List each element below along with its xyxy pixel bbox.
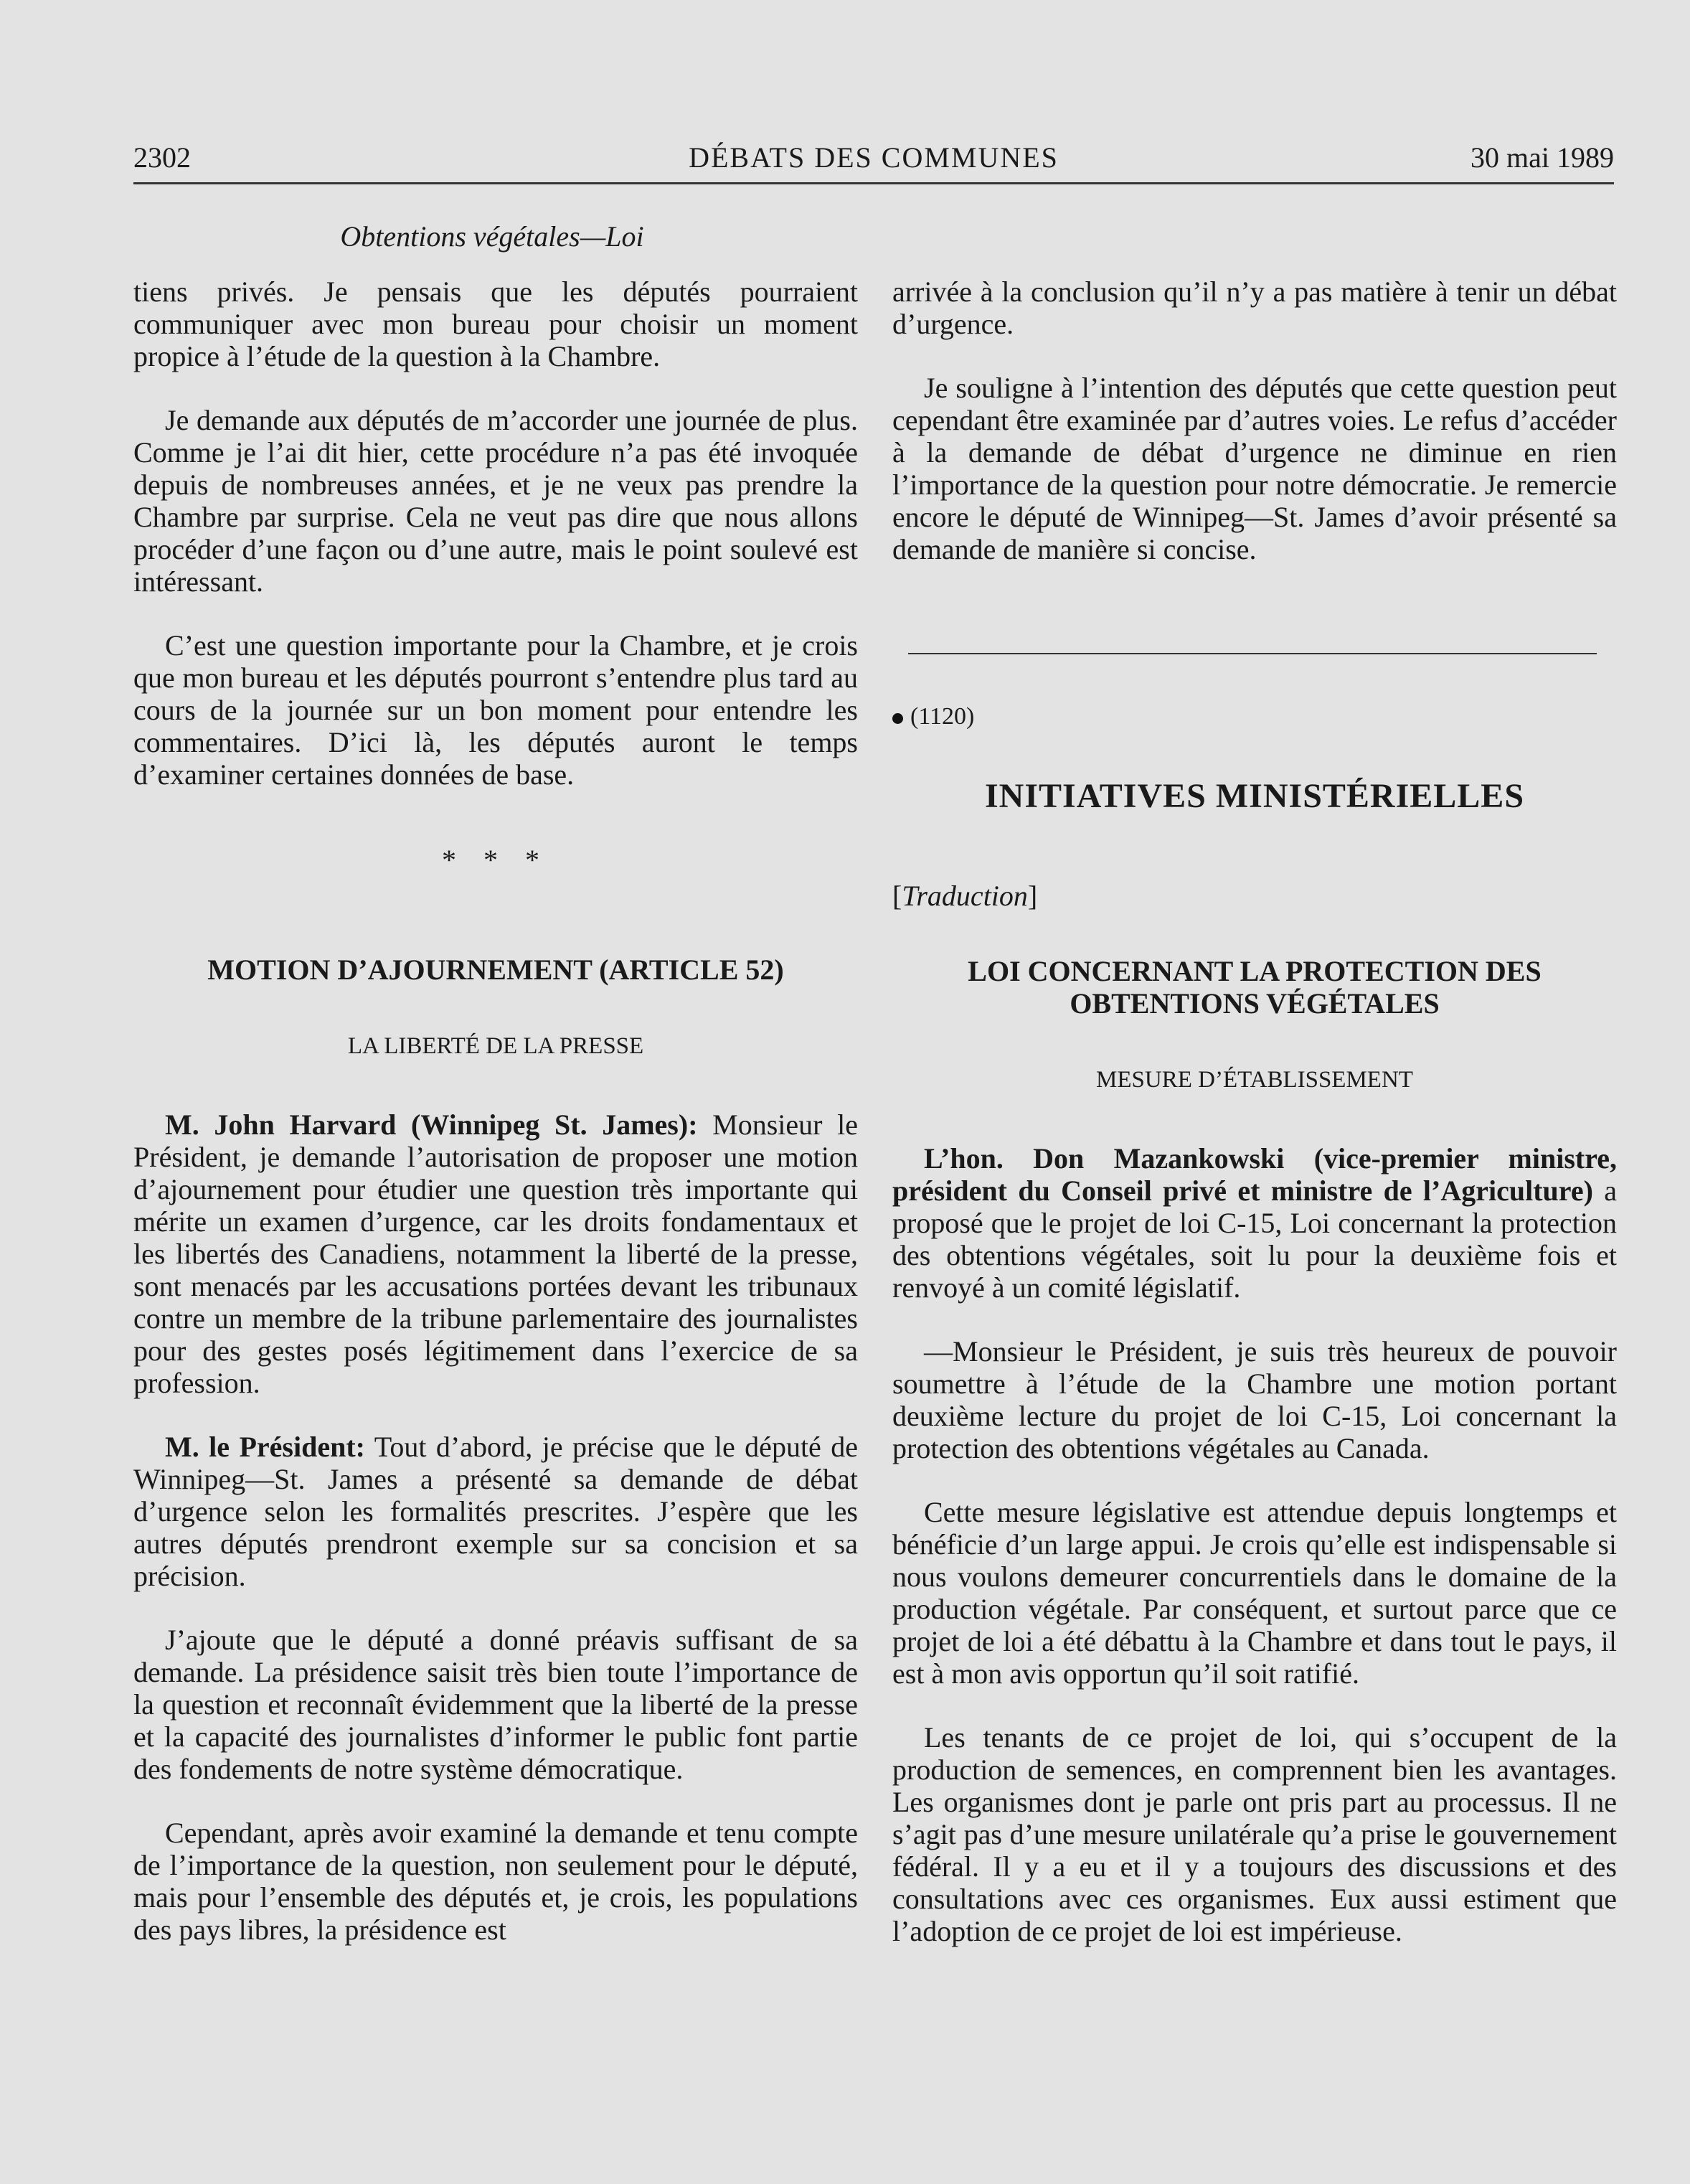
right-column [892,276,1617,1979]
publication-title: DÉBATS DES COMMUNES [689,141,1059,174]
speech-text: Monsieur le Président, je demande l’autorisation de proposer une motion d’ajournement pour étudier une question très importante qui mérite un examen d’urgence, car les droits fondamentaux et les libertés des Canadiens, notamment la liberté de la presse, sont menacés par les accusations portées devant les tribunaux contre un membre de la tribune parlementaire des journalistes pour des gestes posés légitimement dans l’exercice de sa profession. [133,1109,858,1399]
paragraph: Les tenants de ce projet de loi, qui s’occupent de la production de semences, en comprennent bien les avantages. Les organismes dont je parle ont pris part au processus. Il ne s’agit pas d’une mesure unilatérale qu’a prise le gouvernement fédéral. Il y a eu et il y a toujours des discussions et des consultations avec ces organismes. Eux aussi estiment que l’adoption de ce projet de loi est impérieuse. [892,1721,1617,1947]
section-heading: MOTION D’AJOURNEMENT (ARTICLE 52) [207,954,784,986]
paragraph: —Monsieur le Président, je suis très heureux de pouvoir soumettre à l’étude de la Chambre une motion portant deuxième lecture du projet de loi C-15, Loi concernant la protection des obtentions végétales au Canada. [892,1335,1617,1464]
section-heading: LOI CONCERNANT LA PROTECTION DES OBTENTIONS VÉGÉTALES [968,955,1542,1020]
paragraph: Je demande aux députés de m’accorder une journée de plus. Comme je l’ai dit hier, cette procédure n’a pas été invoquée depuis de nombreuses années, et je ne veux pas prendre la Chambre par surprise. Cela ne veut pas dire que nous allons procéder d’une façon ou d’une autre, mais le point soulevé est intéressant. [133,404,858,598]
speech-paragraph [133,1431,858,1592]
header-date: 30 mai 1989 [1471,141,1614,174]
translation-note: [Traduction] [892,880,1038,912]
paragraph: Je souligne à l’intention des députés que cette question peut cependant être examinée par d’autres voies. Le refus d’accéder à la demande de débat d’urgence ne diminue en rien l’importance de la question pour notre démocratie. Je remercie encore le député de Winnipeg—St. James d’avoir présenté sa demande de manière si concise. [892,372,1617,565]
major-heading: INITIATIVES MINISTÉRIELLES [984,777,1525,815]
speaker-name: M. le Président: [165,1431,365,1463]
header-rule [133,182,1614,184]
subsection-heading: LA LIBERTÉ DE LA PRESSE [347,1033,644,1059]
left-column [133,276,858,1977]
paragraph: Cette mesure législative est attendue depuis longtemps et bénéficie d’un large appui. Je crois qu’elle est indispensable si nous voulons demeurer concurrentiels dans le domaine de la production végétale. Par conséquent, et surtout parce que ce projet de loi a été débattu à la Chambre et dans tout le pays, il est à mon avis opportun qu’il soit ratifié. [892,1496,1617,1690]
speaker-name: M. John Harvard (Winnipeg St. James): [165,1109,698,1141]
time-marker [892,700,1617,733]
paragraph: Cependant, après avoir examiné la demande et tenu compte de l’importance de la question, non seulement pour le député, mais pour l’ensemble des députés et, je crois, les populations des pays libres, la présidence est [133,1817,858,1946]
subsection-heading: MESURE D’ÉTABLISSEMENT [1096,1067,1413,1093]
speech-text: Tout d’abord, je précise que le député de Winnipeg—St. James a présenté sa demande de débat d’urgence selon les formalités prescrites. J’espère que les autres députés prendront exemple sur sa concision et sa précision. [133,1431,858,1592]
translation-label: Traduction [902,880,1028,912]
time-marker-text: (1120) [910,703,975,730]
section-rule [908,653,1597,654]
section-separator: * * * [442,844,549,876]
paragraph: C’est une question importante pour la Chambre, et je crois que mon bureau et les députés pourront s’entendre plus tard au cours de la journée sur un bon moment pour entendre les commentaires. D’ici là, les députés auront le temps d’examiner certaines données de base. [133,629,858,791]
running-head: Obtentions végétales—Loi [340,220,644,253]
paragraph: J’ajoute que le député a donné préavis suffisant de sa demande. La présidence saisit très bien toute l’importance de la question et reconnaît évidemment que la liberté de la presse et la capacité des journalistes d’informer le public font partie des fondements de notre système démocratique. [133,1624,858,1785]
paragraph: arrivée à la conclusion qu’il n’y a pas matière à tenir un débat d’urgence. [892,276,1617,340]
speech-paragraph [892,1142,1617,1304]
paragraph: tiens privés. Je pensais que les députés pourraient communiquer avec mon bureau pour choisir un moment propice à l’étude de la question à la Chambre. [133,276,858,372]
speaker-name: L’hon. Don Mazankowski (vice-premier ministre, président du Conseil privé et ministre de l’Agriculture) [892,1142,1617,1207]
page-number: 2302 [133,141,191,174]
speech-text: a proposé que le projet de loi C-15, Loi concernant la protection des obtentions végétales, soit lu pour la deuxième fois et renvoyé à un comité législatif. [892,1175,1617,1304]
page-header [133,141,1614,184]
speech-paragraph [133,1109,858,1399]
bullet-icon [892,713,903,724]
